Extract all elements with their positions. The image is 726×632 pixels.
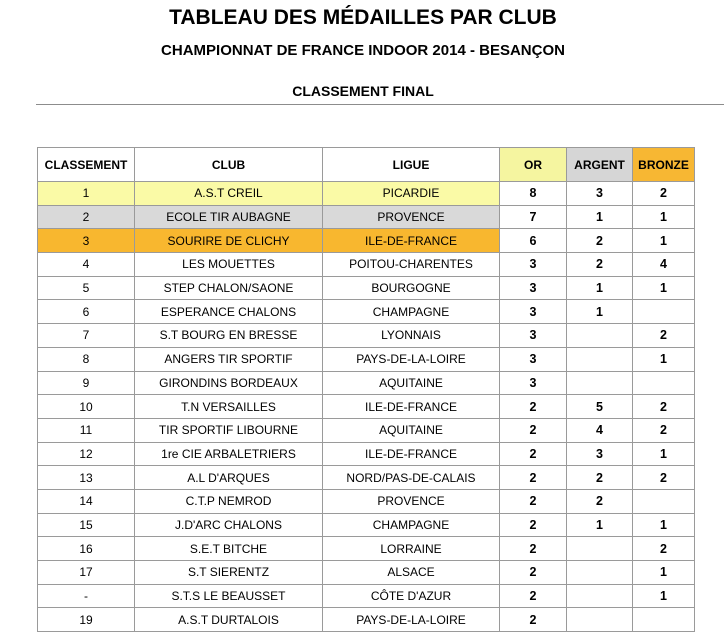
ligue-cell: PICARDIE: [323, 182, 500, 206]
table-row: [38, 561, 695, 585]
table-header-row: [38, 148, 695, 182]
argent-cell: 2: [567, 489, 633, 513]
argent-cell: 3: [567, 182, 633, 206]
rank-cell: 19: [38, 608, 135, 632]
bronze-cell: 2: [633, 537, 695, 561]
club-cell: S.T SIERENTZ: [135, 561, 323, 585]
section-heading: CLASSEMENT FINAL: [292, 83, 434, 99]
rank-cell: 15: [38, 513, 135, 537]
bronze-cell: 4: [633, 253, 695, 277]
rank-cell: 17: [38, 561, 135, 585]
table-row: [38, 608, 695, 632]
rank-cell: 2: [38, 205, 135, 229]
argent-cell: 1: [567, 300, 633, 324]
table-row: [38, 371, 695, 395]
club-cell: GIRONDINS BORDEAUX: [135, 371, 323, 395]
bronze-cell: 1: [633, 205, 695, 229]
table-row: [38, 205, 695, 229]
bronze-cell: 2: [633, 466, 695, 490]
club-cell: J.D'ARC CHALONS: [135, 513, 323, 537]
club-cell: SOURIRE DE CLICHY: [135, 229, 323, 253]
bronze-cell: 1: [633, 442, 695, 466]
or-cell: 2: [500, 489, 567, 513]
ligue-cell: POITOU-CHARENTES: [323, 253, 500, 277]
ligue-cell: ILE-DE-FRANCE: [323, 442, 500, 466]
divider: [36, 104, 724, 105]
ligue-cell: PROVENCE: [323, 205, 500, 229]
or-cell: 2: [500, 537, 567, 561]
table-row: [38, 229, 695, 253]
table-row: [38, 395, 695, 419]
bronze-cell: 2: [633, 418, 695, 442]
bronze-cell: 2: [633, 395, 695, 419]
rank-cell: 6: [38, 300, 135, 324]
medal-table: [37, 147, 695, 632]
ligue-cell: ILE-DE-FRANCE: [323, 229, 500, 253]
argent-cell: [567, 561, 633, 585]
or-cell: 6: [500, 229, 567, 253]
column-header-club: CLUB: [135, 148, 323, 182]
or-cell: 7: [500, 205, 567, 229]
bronze-cell: [633, 300, 695, 324]
or-cell: 2: [500, 395, 567, 419]
argent-cell: 3: [567, 442, 633, 466]
ligue-cell: ALSACE: [323, 561, 500, 585]
argent-cell: [567, 608, 633, 632]
ligue-cell: PAYS-DE-LA-LOIRE: [323, 608, 500, 632]
table-row: [38, 418, 695, 442]
argent-cell: [567, 371, 633, 395]
ligue-cell: ILE-DE-FRANCE: [323, 395, 500, 419]
club-cell: ECOLE TIR AUBAGNE: [135, 205, 323, 229]
rank-cell: 3: [38, 229, 135, 253]
or-cell: 3: [500, 324, 567, 348]
argent-cell: 2: [567, 466, 633, 490]
table-row: [38, 276, 695, 300]
ligue-cell: AQUITAINE: [323, 418, 500, 442]
table-body: [38, 182, 695, 632]
column-header-bronze: BRONZE: [633, 148, 695, 182]
ligue-cell: LYONNAIS: [323, 324, 500, 348]
bronze-cell: [633, 608, 695, 632]
bronze-cell: 1: [633, 561, 695, 585]
argent-cell: [567, 324, 633, 348]
argent-cell: 1: [567, 513, 633, 537]
club-cell: 1re CIE ARBALETRIERS: [135, 442, 323, 466]
club-cell: S.T BOURG EN BRESSE: [135, 324, 323, 348]
page-title: TABLEAU DES MÉDAILLES PAR CLUB: [169, 6, 557, 29]
or-cell: 3: [500, 300, 567, 324]
club-cell: C.T.P NEMROD: [135, 489, 323, 513]
club-cell: A.S.T CREIL: [135, 182, 323, 206]
column-header-classement: CLASSEMENT: [38, 148, 135, 182]
table-row: [38, 584, 695, 608]
club-cell: A.S.T DURTALOIS: [135, 608, 323, 632]
or-cell: 8: [500, 182, 567, 206]
bronze-cell: 2: [633, 182, 695, 206]
argent-cell: 1: [567, 205, 633, 229]
column-header-or: OR: [500, 148, 567, 182]
column-header-ligue: LIGUE: [323, 148, 500, 182]
rank-cell: 5: [38, 276, 135, 300]
argent-cell: 1: [567, 276, 633, 300]
or-cell: 2: [500, 608, 567, 632]
page-subtitle: CHAMPIONNAT DE FRANCE INDOOR 2014 - BESANÇON: [161, 42, 565, 59]
table-row: [38, 324, 695, 348]
ligue-cell: CHAMPAGNE: [323, 300, 500, 324]
rank-cell: -: [38, 584, 135, 608]
rank-cell: 9: [38, 371, 135, 395]
column-header-argent: ARGENT: [567, 148, 633, 182]
club-cell: LES MOUETTES: [135, 253, 323, 277]
ligue-cell: BOURGOGNE: [323, 276, 500, 300]
argent-cell: [567, 537, 633, 561]
or-cell: 3: [500, 371, 567, 395]
ligue-cell: PAYS-DE-LA-LOIRE: [323, 347, 500, 371]
bronze-cell: 1: [633, 347, 695, 371]
argent-cell: 2: [567, 253, 633, 277]
or-cell: 2: [500, 466, 567, 490]
rank-cell: 11: [38, 418, 135, 442]
table-row: [38, 182, 695, 206]
rank-cell: 7: [38, 324, 135, 348]
or-cell: 2: [500, 513, 567, 537]
bronze-cell: [633, 489, 695, 513]
bronze-cell: 1: [633, 513, 695, 537]
ligue-cell: NORD/PAS-DE-CALAIS: [323, 466, 500, 490]
argent-cell: 2: [567, 229, 633, 253]
or-cell: 3: [500, 276, 567, 300]
club-cell: S.E.T BITCHE: [135, 537, 323, 561]
table-row: [38, 489, 695, 513]
rank-cell: 10: [38, 395, 135, 419]
rank-cell: 16: [38, 537, 135, 561]
club-cell: ANGERS TIR SPORTIF: [135, 347, 323, 371]
club-cell: TIR SPORTIF LIBOURNE: [135, 418, 323, 442]
or-cell: 2: [500, 561, 567, 585]
or-cell: 3: [500, 347, 567, 371]
table-row: [38, 442, 695, 466]
bronze-cell: 1: [633, 229, 695, 253]
rank-cell: 4: [38, 253, 135, 277]
table-row: [38, 300, 695, 324]
argent-cell: 5: [567, 395, 633, 419]
table-row: [38, 537, 695, 561]
ligue-cell: PROVENCE: [323, 489, 500, 513]
rank-cell: 13: [38, 466, 135, 490]
club-cell: S.T.S LE BEAUSSET: [135, 584, 323, 608]
argent-cell: [567, 347, 633, 371]
ligue-cell: CHAMPAGNE: [323, 513, 500, 537]
argent-cell: [567, 584, 633, 608]
or-cell: 2: [500, 442, 567, 466]
bronze-cell: 1: [633, 276, 695, 300]
or-cell: 3: [500, 253, 567, 277]
rank-cell: 8: [38, 347, 135, 371]
or-cell: 2: [500, 418, 567, 442]
ligue-cell: LORRAINE: [323, 537, 500, 561]
table-row: [38, 253, 695, 277]
club-cell: A.L D'ARQUES: [135, 466, 323, 490]
table-row: [38, 466, 695, 490]
rank-cell: 14: [38, 489, 135, 513]
ligue-cell: CÔTE D'AZUR: [323, 584, 500, 608]
table-row: [38, 513, 695, 537]
or-cell: 2: [500, 584, 567, 608]
club-cell: ESPERANCE CHALONS: [135, 300, 323, 324]
rank-cell: 12: [38, 442, 135, 466]
bronze-cell: [633, 371, 695, 395]
club-cell: T.N VERSAILLES: [135, 395, 323, 419]
club-cell: STEP CHALON/SAONE: [135, 276, 323, 300]
table-row: [38, 347, 695, 371]
argent-cell: 4: [567, 418, 633, 442]
ligue-cell: AQUITAINE: [323, 371, 500, 395]
rank-cell: 1: [38, 182, 135, 206]
bronze-cell: 1: [633, 584, 695, 608]
bronze-cell: 2: [633, 324, 695, 348]
